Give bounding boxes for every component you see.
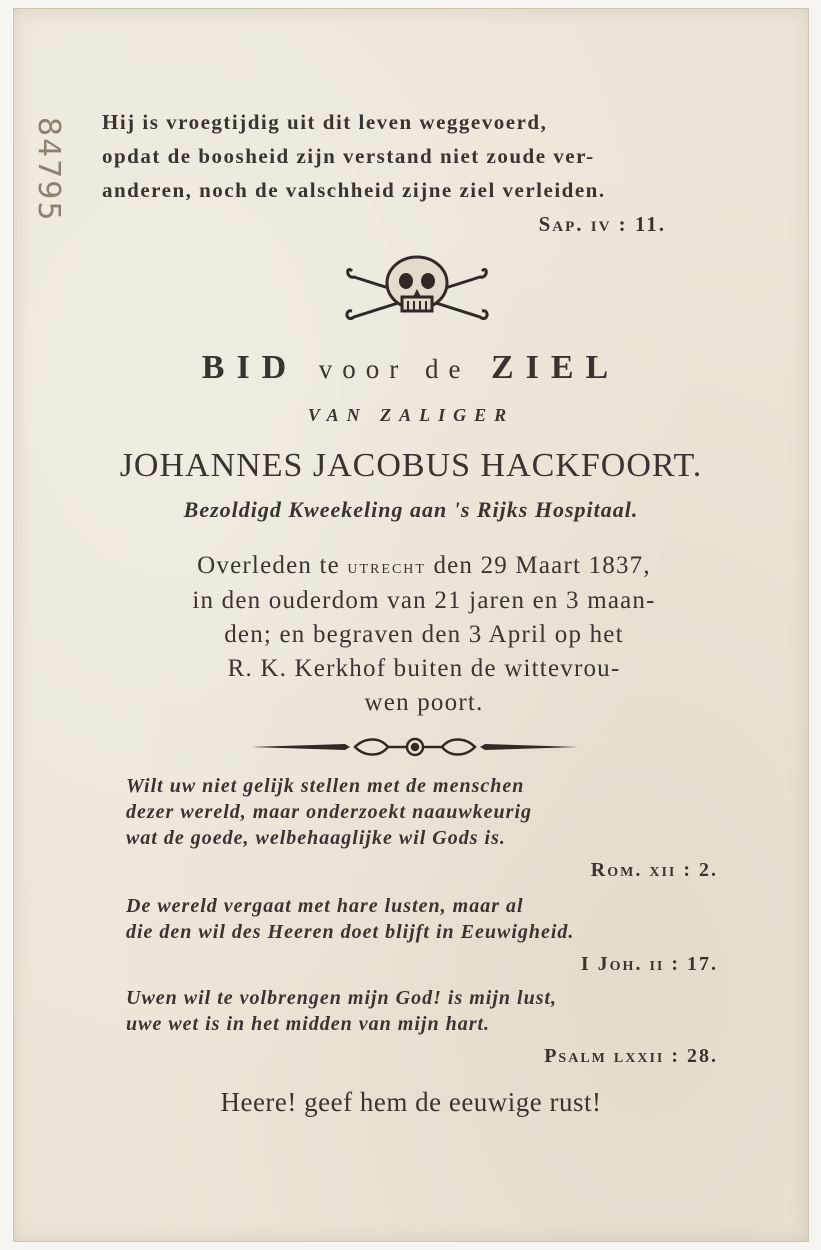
death-line: Overleden te utrecht den 29 Maart 1837,: [197, 552, 651, 579]
epigraph-line: Hij is vroegtijdig uit dit leven weggevoerd,: [102, 110, 548, 134]
quote-line: die den wil des Heeren doet blijft in Eeuwigheid.: [126, 921, 575, 943]
epigraph: [102, 105, 722, 241]
ornamental-divider-icon: [250, 733, 580, 761]
epigraph-line: anderen, noch de valschheid zijne ziel verleiden.: [102, 178, 606, 202]
occupation: Bezoldigd Kweekeling aan 's Rijks Hospitaal.: [183, 497, 639, 522]
scripture-quote: [126, 893, 738, 977]
quote-line: Uwen wil te volbrengen mijn God! is mijn lust,: [126, 987, 558, 1009]
scripture-quote: [126, 773, 738, 883]
epigraph-reference: Sap. iv : 11.: [538, 212, 666, 236]
death-line: wen poort.: [364, 689, 484, 716]
prayer-voor-de: voor de: [318, 354, 471, 384]
memorial-card: [13, 8, 809, 1242]
death-line: R. K. Kerkhof buiten de wittevrou-: [227, 655, 621, 682]
quote-reference: Rom. xii : 2.: [590, 859, 718, 881]
death-city: utrecht: [347, 556, 426, 578]
quote-line: De wereld vergaat met hare lusten, maar al: [126, 895, 524, 917]
quote-reference: Psalm lxxii : 28.: [544, 1045, 718, 1067]
quote-line: wat de goede, welbehaaglijke wil Gods is.: [126, 827, 506, 849]
scripture-quote: [126, 985, 738, 1069]
deceased-name: JOHANNES JACOBUS HACKFOORT.: [119, 447, 703, 484]
death-line: den; en begraven den 3 April op het: [224, 621, 624, 648]
skull-and-crossbones-icon: [342, 253, 492, 335]
quote-line: dezer wereld, maar onderzoekt naauwkeurig: [126, 801, 533, 823]
closing-prayer: Heere! geef hem de eeuwige rust!: [220, 1087, 602, 1117]
death-line: in den ouderdom van 21 jaren en 3 maan-: [192, 587, 656, 614]
van-zaliger: VAN ZALIGER: [307, 405, 515, 425]
handwritten-catalog-number: 84795: [31, 117, 66, 223]
epigraph-line: opdat de boosheid zijn verstand niet zoude ver-: [102, 144, 595, 168]
quote-line: uwe wet is in het midden van mijn hart.: [126, 1013, 491, 1035]
prayer-heading: [14, 349, 808, 387]
quote-line: Wilt uw niet gelijk stellen met de menschen: [126, 775, 525, 797]
prayer-ziel: ZIEL: [490, 349, 621, 386]
death-notice: [94, 549, 754, 720]
prayer-bid: BID: [201, 349, 299, 386]
quote-reference: I Joh. ii : 17.: [580, 953, 718, 975]
